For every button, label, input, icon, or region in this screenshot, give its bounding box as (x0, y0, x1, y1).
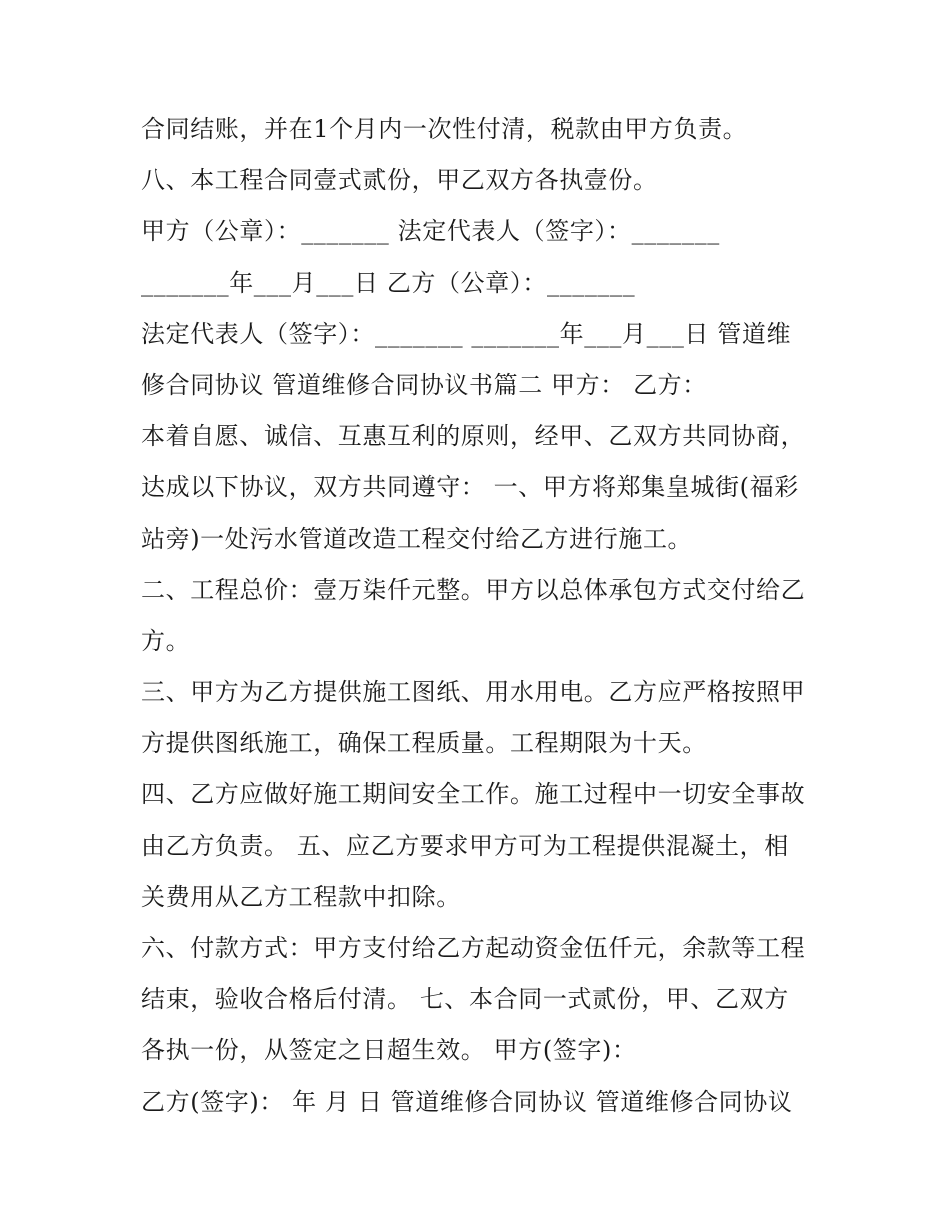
text-line-16: 关费用从乙方工程款中扣除。 (141, 882, 461, 911)
text-line-10: 二、工程总价：壹万柒仟元整。甲方以总体承包方式交付给乙 (141, 575, 806, 604)
text-line-20: 乙方(签字)： 年 月 日 管道维修合同协议 管道维修合同协议 (141, 1087, 793, 1116)
text-line-17: 六、付款方式：甲方支付给乙方起动资金伍仟元，余款等工程 (141, 934, 806, 962)
text-line-7: 本着自愿、诚信、互惠互利的原则，经甲、乙双方共同协商， (141, 422, 806, 451)
text-line-8: 达成以下协议，双方共同遵守： 一、甲方将郑集皇城街(福彩 (141, 473, 799, 502)
text-line-11: 方。 (141, 626, 191, 655)
text-line-5: 法定代表人（签字）：_______ _______年___月___日 管道维 (141, 319, 792, 348)
text-line-13: 方提供图纸施工，确保工程质量。工程期限为十天。 (141, 729, 707, 758)
text-line-3: 甲方（公章）：_______ 法定代表人（签字）：_______ (141, 217, 720, 246)
text-line-19: 各执一份，从签定之日超生效。 甲方(签字)： (141, 1036, 637, 1065)
text-line-18: 结束，验收合格后付清。 七、本合同一式贰份，甲、乙双方 (141, 985, 789, 1014)
text-line-1: 合同结账，并在1个月内一次性付清，税款由甲方负责。 (141, 115, 748, 143)
text-line-2: 八、本工程合同壹式贰份，甲乙双方各执壹份。 (141, 166, 658, 195)
text-line-4: _______年___月___日 乙方（公章）：_______ (141, 268, 636, 297)
text-line-9: 站旁)一处污水管道改造工程交付给乙方进行施工。 (141, 524, 693, 553)
document-body (141, 104, 821, 1128)
text-line-14: 四、乙方应做好施工期间安全工作。施工过程中一切安全事故 (141, 780, 806, 809)
text-line-12: 三、甲方为乙方提供施工图纸、用水用电。乙方应严格按照甲 (141, 678, 806, 707)
text-line-6: 修合同协议 管道维修合同协议书篇二 甲方： 乙方： (141, 370, 707, 399)
text-line-15: 由乙方负责。 五、应乙方要求甲方可为工程提供混凝土，相 (141, 831, 789, 860)
